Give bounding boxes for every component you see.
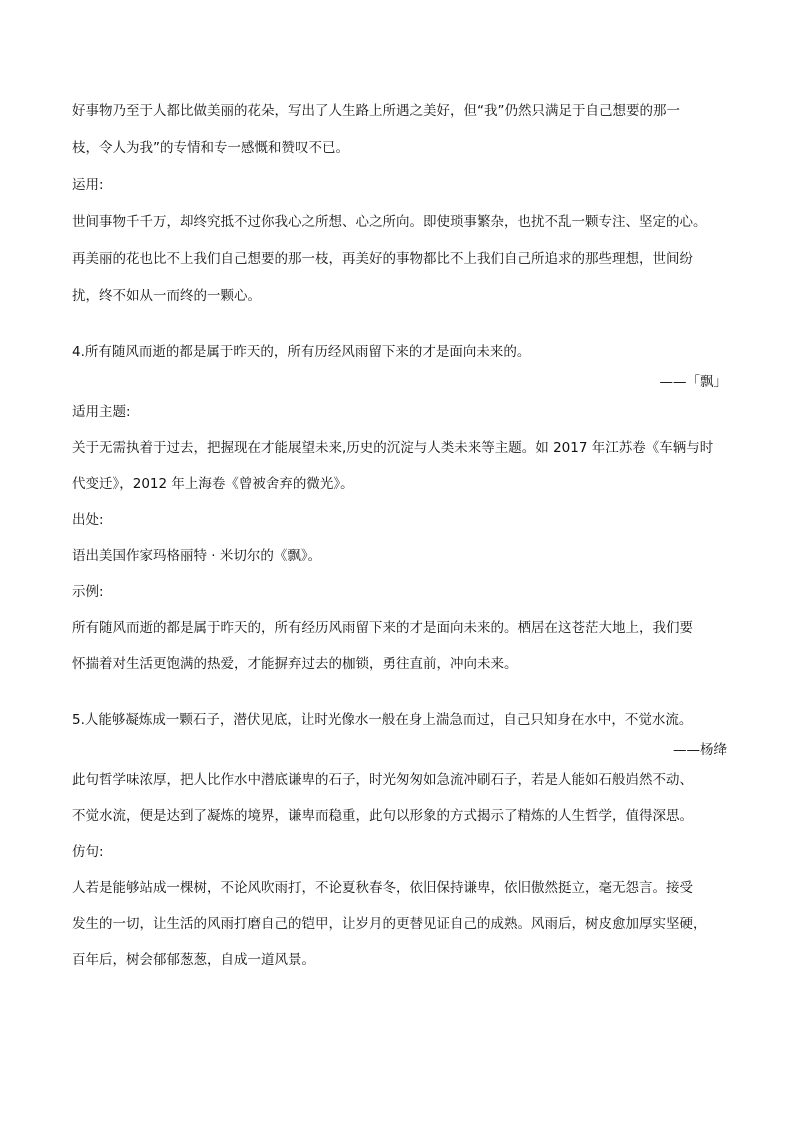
item4-source-text: 语出美国作家玛格丽特 · 米切尔的《飘》。 — [72, 548, 322, 564]
item4-theme-label: 适用主题: — [72, 404, 131, 420]
item5-imitation-line: 人若是能够站成一棵树，不论风吹雨打，不论夏秋春冬，依旧保持谦卑，依旧傲然挺立，毫无怨言。接受 — [72, 880, 693, 896]
usage-line: 扰，终不如从一而终的一颗心。 — [72, 288, 261, 304]
item5-imitation-line: 百年后，树会郁郁葱葱，自成一道风景。 — [72, 952, 315, 968]
item4-source-label: 出处: — [72, 512, 104, 528]
document-page — [72, 98, 727, 973]
usage-label: 运用: — [72, 177, 104, 193]
item5-analysis-line: 不觉水流，便是达到了凝炼的境界，谦卑而稳重，此句以形象的方式揭示了精炼的人生哲学，值得深思。 — [72, 808, 693, 824]
usage-line: 再美丽的花也比不上我们自己想要的那一枝，再美好的事物都比不上我们自己所追求的那些理想，世间纷 — [72, 251, 693, 267]
item5-imitation-label: 仿句: — [72, 844, 104, 860]
item5-quote: 5.人能够凝炼成一颗石子，潜伏见底，让时光像水一般在身上湍急而过，自己只知身在水中，不觉水流。 — [72, 712, 693, 728]
item4-example-label: 示例: — [72, 584, 104, 600]
item4-theme-line: 关于无需执着于过去，把握现在才能展望未来,历史的沉淀与人类未来等主题。如 2017 年江苏卷《车辆与时 — [72, 440, 714, 456]
usage-line: 世间事物千千万，却终究抵不过你我心之所想、心之所向。即使琐事繁杂，也扰不乱一颗专注、坚定的心。 — [72, 214, 707, 230]
item4-quote: 4.所有随风而逝的都是属于昨天的，所有历经风雨留下来的才是面向未来的。 — [72, 344, 531, 360]
item4-theme-line: 代变迁》，2012 年上海卷《曾被舍弃的微光》。 — [72, 476, 354, 492]
item5-attribution: ——杨绛 — [673, 742, 727, 758]
item4-attribution: ——「飘」 — [659, 374, 727, 390]
item4-example-line: 怀揣着对生活更饱满的热爱，才能摒弃过去的枷锁，勇往直前，冲向未来。 — [72, 656, 518, 672]
item5-analysis-line: 此句哲学味浓厚，把人比作水中潜底谦卑的石子，时光匆匆如急流冲刷石子，若是人能如石般岿然不动、 — [72, 772, 693, 788]
item4-example-line: 所有随风而逝的都是属于昨天的，所有经历风雨留下来的才是面向未来的。栖居在这苍茫大地上，我们要 — [72, 620, 693, 636]
item5-imitation-line: 发生的一切，让生活的风雨打磨自己的铠甲，让岁月的更替见证自己的成熟。风雨后，树皮愈加厚实坚硬， — [72, 916, 707, 932]
intro-line: 好事物乃至于人都比做美丽的花朵，写出了人生路上所遇之美好，但“我”仍然只满足于自己想要的那一 — [72, 103, 680, 119]
intro-line: 枝，令人为我”的专情和专一感慨和赞叹不已。 — [72, 140, 349, 156]
